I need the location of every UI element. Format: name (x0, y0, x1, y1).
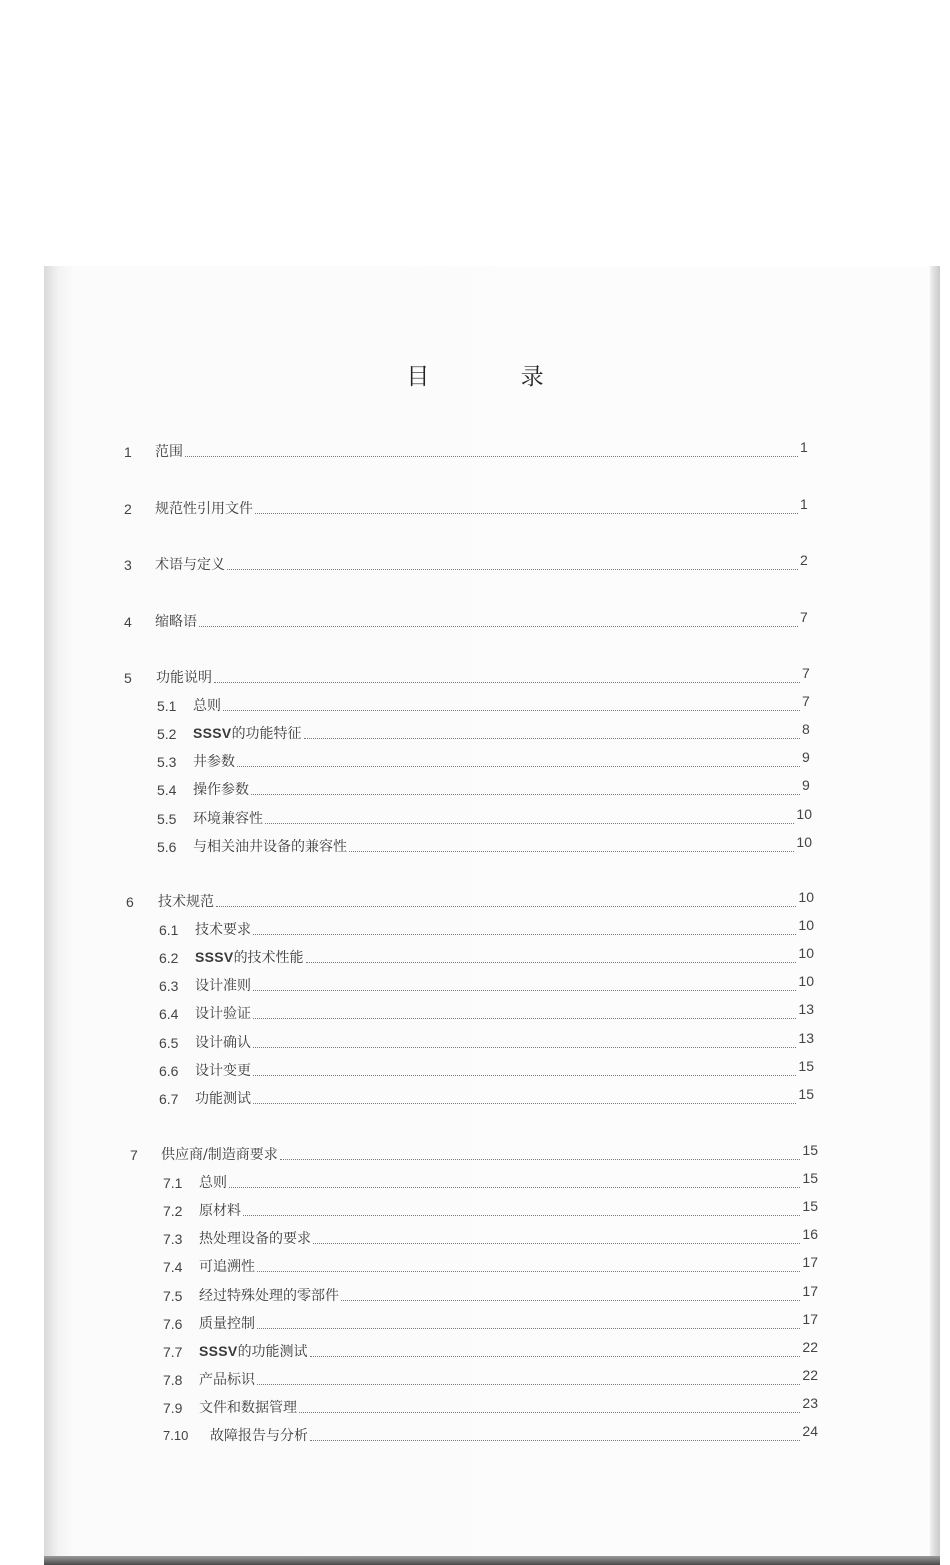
page-number: 9 (802, 749, 810, 766)
title-text-part: 与相关油井设备的兼容性 (193, 838, 347, 855)
section-number: 5.3 (157, 754, 177, 771)
dot-leader (257, 1384, 800, 1385)
section-number: 7.6 (163, 1315, 183, 1332)
dot-leader (257, 1271, 800, 1272)
page-number: 10 (798, 973, 814, 990)
chapter-number: 1 (124, 444, 132, 460)
dot-leader (253, 990, 796, 991)
dot-leader (185, 456, 798, 457)
section-title (199, 1288, 339, 1304)
page-number: 7 (800, 609, 808, 625)
section-title (195, 1006, 251, 1022)
page-number: 7 (802, 693, 810, 710)
chapter-title (155, 614, 197, 630)
page-number: 7 (802, 665, 810, 681)
toc-entry-section[interactable] (159, 1059, 814, 1079)
section-number: 6.2 (159, 950, 179, 967)
section-title (193, 698, 221, 714)
page-number: 23 (802, 1394, 818, 1411)
section-title (193, 839, 347, 855)
dot-leader (251, 794, 800, 795)
dot-leader (306, 962, 797, 963)
section-title (199, 1203, 241, 1219)
title-text-part: 缩略语 (155, 614, 197, 630)
toc-entry-section[interactable] (163, 1424, 818, 1444)
dot-leader (253, 1075, 796, 1076)
page-number: 10 (798, 945, 814, 962)
title-text-part: 规范性引用文件 (155, 501, 253, 517)
dot-leader (253, 1018, 796, 1019)
dot-leader (243, 1215, 800, 1216)
toc-entry-section[interactable] (163, 1227, 818, 1247)
toc-entry-section[interactable] (163, 1171, 818, 1191)
section-title (199, 1316, 255, 1332)
title-text-part: 操作参数 (193, 782, 249, 799)
page-number: 17 (802, 1282, 818, 1299)
section-title (199, 1231, 311, 1247)
toc-entry-section[interactable] (157, 835, 812, 855)
page-number: 15 (802, 1170, 818, 1187)
title-text-part: 质量控制 (199, 1315, 255, 1332)
section-title (195, 1091, 251, 1107)
dot-leader (199, 626, 798, 627)
toc-entry-chapter[interactable] (124, 497, 810, 517)
section-number: 7.4 (163, 1259, 183, 1276)
section-number: 5.1 (157, 698, 177, 715)
toc-entry-section[interactable] (159, 1002, 814, 1022)
dot-leader (253, 934, 796, 935)
section-number: 7.1 (163, 1175, 183, 1192)
title-text-part: 技术要求 (195, 922, 251, 939)
section-title (193, 754, 235, 770)
dot-leader (227, 569, 798, 570)
toc-entry-section[interactable] (159, 974, 814, 994)
page-number: 2 (800, 552, 808, 568)
title-text-part: 术语与定义 (155, 557, 225, 573)
section-title (195, 1035, 251, 1051)
section-number: 6.6 (159, 1062, 179, 1079)
title-text-part: 总则 (193, 698, 221, 715)
title-text-part: 功能测试 (195, 1090, 251, 1107)
section-title (210, 1428, 308, 1444)
page-number: 22 (802, 1338, 818, 1355)
dot-leader (257, 1328, 800, 1329)
title-text-part: 故障报告与分析 (210, 1428, 308, 1444)
page-number: 15 (798, 1057, 814, 1074)
title-text-part: 总则 (199, 1175, 227, 1192)
section-title (195, 922, 251, 938)
dot-leader (341, 1300, 800, 1301)
section-number: 7.5 (163, 1287, 183, 1304)
title-text-part: 原材料 (199, 1203, 241, 1220)
chapter-title (155, 501, 253, 517)
chapter-title (158, 894, 214, 910)
toc-entry-section[interactable] (157, 694, 812, 714)
page-number: 13 (798, 1001, 814, 1018)
title-text-part: 可追溯性 (199, 1259, 255, 1276)
toc-entry-chapter[interactable] (124, 440, 810, 460)
title-text-part: 技术规范 (158, 894, 214, 910)
chapter-number: 6 (126, 894, 134, 910)
page-right-edge-shadow (930, 266, 940, 1559)
chapter-title (156, 670, 212, 686)
toc-entry-section[interactable] (163, 1284, 818, 1304)
section-title (199, 1372, 255, 1388)
toc-entry-section[interactable] (163, 1199, 818, 1219)
chapter-number: 5 (124, 670, 132, 686)
page-number: 17 (802, 1254, 818, 1271)
section-number: 7.9 (163, 1399, 183, 1416)
dot-leader (216, 906, 796, 907)
chapter-number: 2 (124, 501, 132, 517)
title-latin-part: SSSV (199, 1342, 238, 1359)
dot-leader (214, 682, 800, 683)
page-bottom-edge-shadow (44, 1556, 940, 1565)
title-text-part: 设计验证 (195, 1006, 251, 1023)
section-number: 5.2 (157, 726, 177, 743)
toc-entry-section[interactable] (157, 750, 812, 770)
section-number: 7.2 (163, 1203, 183, 1220)
toc-entry-section[interactable] (157, 778, 812, 798)
chapter-title (155, 444, 183, 460)
toc-entry-chapter[interactable] (124, 666, 812, 686)
page-number: 15 (798, 1085, 814, 1102)
dot-leader (265, 823, 794, 824)
title-latin-part: SSSV (193, 725, 232, 742)
dot-leader (223, 710, 800, 711)
title-text-part: 产品标识 (199, 1371, 255, 1388)
toc-entry-section[interactable] (159, 918, 814, 938)
dot-leader (310, 1440, 800, 1441)
section-title (193, 811, 263, 827)
page-number: 10 (796, 833, 812, 850)
page-number: 15 (802, 1198, 818, 1215)
dot-leader (349, 851, 794, 852)
dot-leader (280, 1159, 801, 1160)
dot-leader (253, 1047, 796, 1048)
section-title (199, 1175, 227, 1191)
section-number: 6.7 (159, 1090, 179, 1107)
title-text-part: 文件和数据管理 (199, 1399, 297, 1416)
page-number: 1 (800, 439, 808, 455)
dot-leader (253, 1103, 796, 1104)
dot-leader (229, 1187, 800, 1188)
toc-entry-chapter[interactable] (126, 890, 814, 910)
toc-entry-section[interactable] (163, 1312, 818, 1332)
dot-leader (237, 766, 800, 767)
chapter-title (161, 1147, 278, 1163)
dot-leader (313, 1243, 800, 1244)
section-number: 5.6 (157, 838, 177, 855)
section-number: 7.3 (163, 1231, 183, 1248)
title-text-part: 设计确认 (195, 1034, 251, 1051)
chapter-title (155, 557, 225, 573)
section-number: 6.1 (159, 922, 179, 939)
section-number: 7.8 (163, 1371, 183, 1388)
title-text-part: 井参数 (193, 754, 235, 771)
section-title (195, 949, 304, 966)
title-text-part: 经过特殊处理的零部件 (199, 1287, 339, 1304)
page-number: 1 (800, 496, 808, 512)
toc-entry-section[interactable] (159, 1031, 814, 1051)
chapter-number: 4 (124, 614, 132, 630)
title-text-part: 的功能特征 (231, 726, 302, 743)
page-number: 16 (802, 1226, 818, 1243)
page-number: 24 (802, 1423, 818, 1439)
section-number: 6.4 (159, 1006, 179, 1023)
toc-entry-section[interactable] (157, 807, 812, 827)
page-number: 13 (798, 1029, 814, 1046)
toc-entry-chapter[interactable] (124, 553, 810, 573)
page-number: 10 (796, 805, 812, 822)
toc-entry-section[interactable] (157, 722, 812, 742)
page-number: 10 (798, 889, 814, 905)
toc-entry-section[interactable] (159, 946, 814, 966)
title-text-part: 的功能测试 (237, 1343, 308, 1360)
page-number: 17 (802, 1310, 818, 1327)
title-text-part: 设计变更 (195, 1062, 251, 1079)
page-number: 15 (802, 1142, 818, 1158)
page-number: 8 (802, 721, 810, 738)
toc-title: 目 录 (406, 364, 586, 390)
title-text-part: 的技术性能 (233, 950, 304, 967)
section-number: 5.5 (157, 810, 177, 827)
title-text-part: 功能说明 (156, 670, 212, 686)
section-title (195, 978, 251, 994)
dot-leader (255, 513, 798, 514)
toc-entry-chapter[interactable] (130, 1143, 818, 1163)
page-number: 9 (802, 777, 810, 794)
toc-entry-section[interactable] (163, 1340, 818, 1360)
toc-entry-section[interactable] (163, 1255, 818, 1275)
section-title (199, 1400, 297, 1416)
dot-leader (310, 1356, 801, 1357)
section-number: 6.3 (159, 978, 179, 995)
chapter-number: 7 (130, 1147, 138, 1163)
title-text-part: 供应商/制造商要求 (161, 1147, 278, 1163)
section-number: 6.5 (159, 1034, 179, 1051)
section-title (195, 1063, 251, 1079)
toc-entry-section[interactable] (163, 1396, 818, 1416)
toc-entry-section[interactable] (159, 1087, 814, 1107)
section-title (199, 1259, 255, 1275)
page-number: 10 (798, 917, 814, 934)
toc-entry-section[interactable] (163, 1368, 818, 1388)
title-text-part: 环境兼容性 (193, 810, 263, 827)
title-latin-part: SSSV (195, 949, 234, 966)
section-title (193, 782, 249, 798)
section-number: 7.7 (163, 1343, 183, 1360)
title-text-part: 范围 (155, 444, 183, 460)
section-title (199, 1343, 308, 1360)
toc-entry-chapter[interactable] (124, 610, 810, 630)
section-number: 5.4 (157, 782, 177, 799)
dot-leader (299, 1412, 800, 1413)
page-number: 22 (802, 1366, 818, 1383)
dot-leader (304, 738, 800, 739)
chapter-number: 3 (124, 557, 132, 573)
section-title (193, 725, 302, 742)
title-text-part: 热处理设备的要求 (199, 1231, 311, 1248)
section-number: 7.10 (163, 1428, 189, 1443)
title-text-part: 设计准则 (195, 978, 251, 995)
